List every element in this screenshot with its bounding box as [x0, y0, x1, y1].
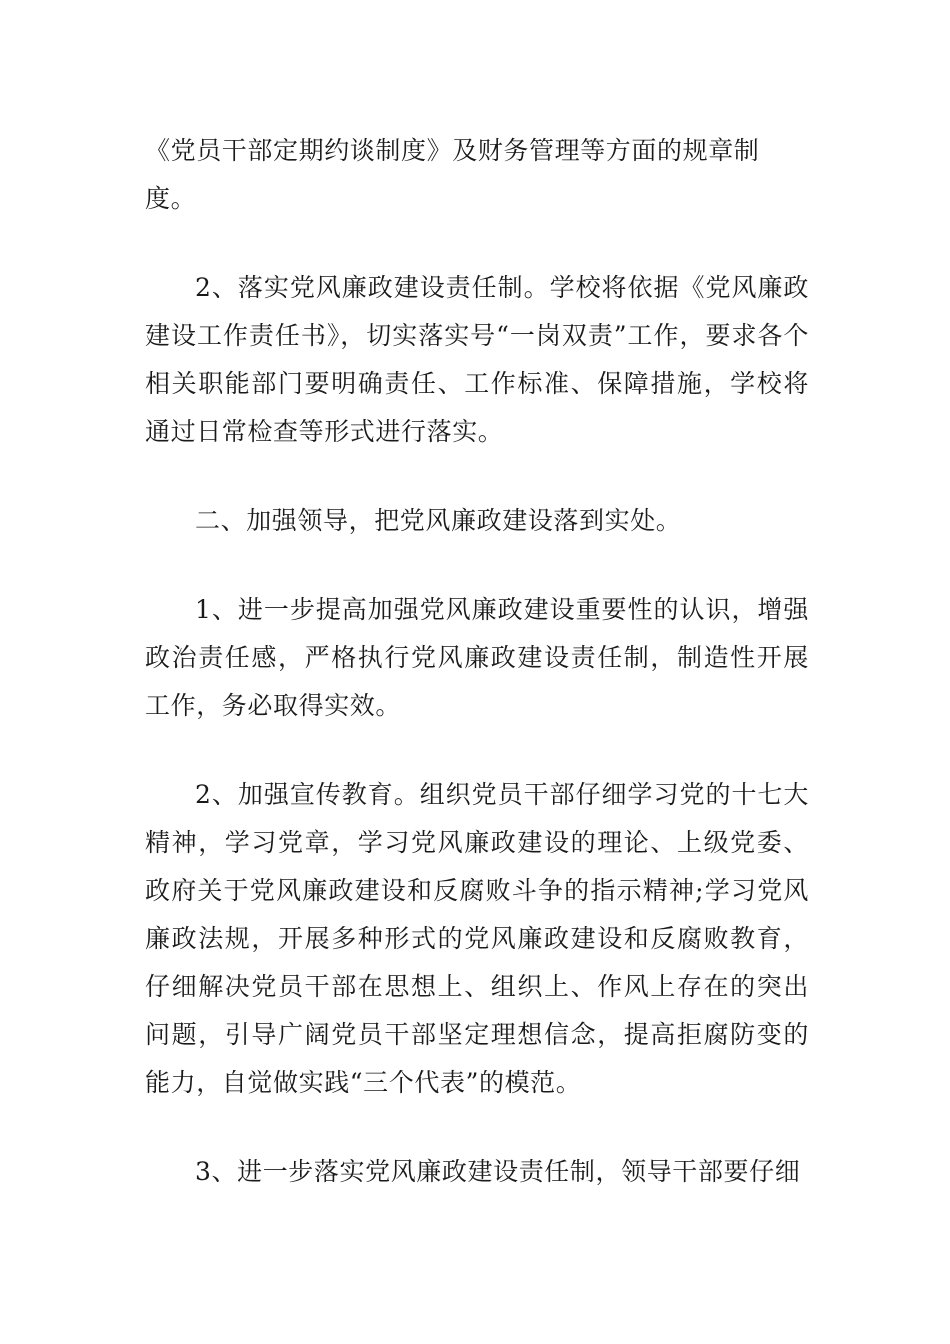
paragraph-responsibility-system: 2、落实党风廉政建设责任制。学校将依据《党风廉政建设工作责任书》，切实落实号“一岗双责”工作，要求各个相关职能部门要明确责任、工作标准、保障措施，学校将通过日常检查等形式进行落实。 [145, 273, 809, 446]
document-body [145, 127, 809, 1237]
paragraph-education: 2、加强宣传教育。组织党员干部仔细学习党的十七大精神，学习党章，学习党风廉政建设的理论、上级党委、政府关于党风廉政建设和反腐败斗争的指示精神;学习党风廉政法规，开展多种形式的党风廉政建设和反腐败教育，仔细解决党员干部在思想上、组织上、作风上存在的突出问题，引导广阔党员干部坚定理想信念，提高拒腐防变的能力，自觉做实践“三个代表”的模范。 [145, 780, 809, 1097]
paragraph-continuation: 《党员干部定期约谈制度》及财务管理等方面的规章制度。 [145, 136, 760, 213]
paragraph-implementation: 3、进一步落实党风廉政建设责任制，领导干部要仔细 [195, 1157, 801, 1186]
section-heading-leadership: 二、加强领导，把党风廉政建设落到实处。 [195, 506, 682, 535]
paragraph-awareness: 1、进一步提高加强党风廉政建设重要性的认识，增强政治责任感，严格执行党风廉政建设责任制，制造性开展工作，务必取得实效。 [145, 595, 809, 720]
